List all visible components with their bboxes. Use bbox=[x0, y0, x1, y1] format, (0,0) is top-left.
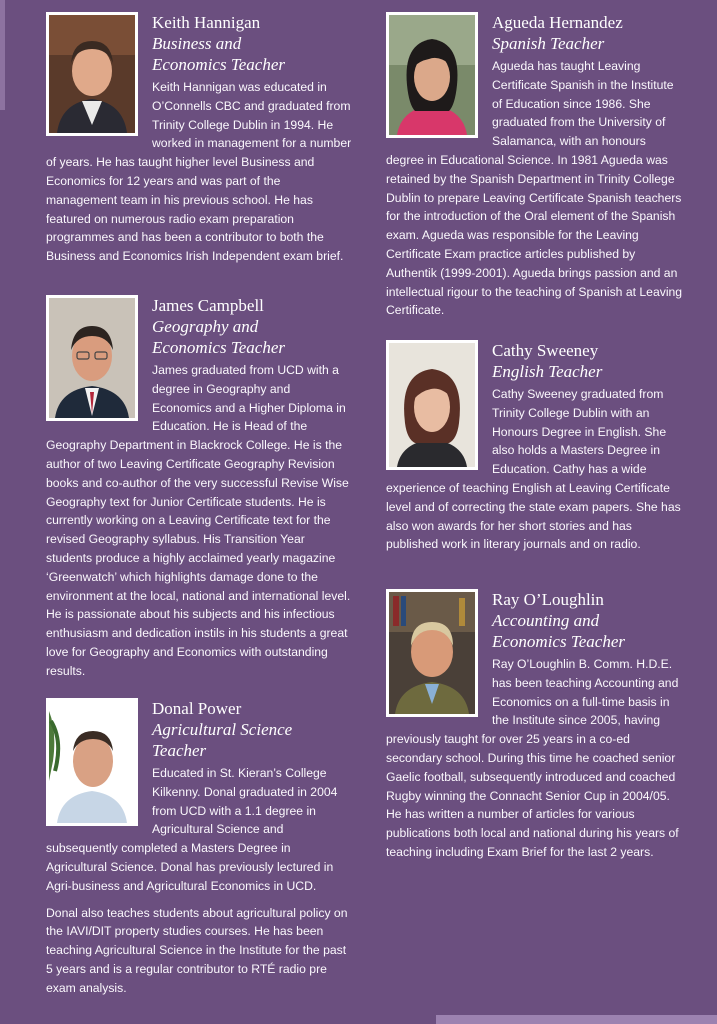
profile-ray-oloughlin bbox=[386, 589, 686, 862]
teacher-role: Spanish Teacher bbox=[492, 34, 605, 53]
teacher-bio: Cathy Sweeney graduated from Trinity College Dublin with an Honours Degree in English. She also holds a Masters Degree in Education. Cathy has a wide experience of teaching English at Leaving Certificate level and of correcting the state exam papers. She has also won awards for her short stories and has published work in literary journals and on radio. bbox=[386, 387, 681, 552]
teacher-bio: Educated in St. Kieran’s College Kilkenny. Donal graduated in 2004 from UCD with a 1.1 degree in Agricultural Science and subsequently completed a Masters Degree in Agricultural Science. Donal has previously lectured in Agri-business and Agricultural Economics in UCD. bbox=[46, 766, 338, 893]
portrait-photo bbox=[46, 295, 138, 421]
teacher-role: Accounting and Economics Teacher bbox=[492, 611, 625, 651]
teacher-role: English Teacher bbox=[492, 362, 603, 381]
teacher-role: Geography and Economics Teacher bbox=[152, 317, 285, 357]
teacher-name: Ray O’Loughlin bbox=[492, 590, 604, 609]
portrait-photo bbox=[46, 12, 138, 136]
profile-keith-hannigan bbox=[46, 12, 352, 266]
teacher-bio: Keith Hannigan was educated in O’Connells CBC and graduated from Trinity College Dublin in 1994. He worked in management for a number of years. He has taught higher level Business and Economics for 12 years and was part of the management team in his previous school. He has featured on numerous radio exam preparation programmes and has been a contributor to both the Business and Economics Irish Independent exam brief. bbox=[46, 80, 352, 264]
teacher-name: Keith Hannigan bbox=[152, 13, 261, 32]
edge-accent-strip bbox=[0, 0, 5, 110]
portrait-photo bbox=[46, 698, 138, 826]
teacher-name: James Campbell bbox=[152, 296, 264, 315]
portrait-photo bbox=[386, 340, 478, 470]
portrait-photo bbox=[386, 589, 478, 717]
teacher-bio: Ray O’Loughlin B. Comm. H.D.E. has been teaching Accounting and Economics on a full-time basis in the Institute since 2005, having previously taught for over 25 years in a co-ed secondary school. During this time he coached senior Gaelic football, subsequently introduced and coached Rugby winning the Connacht Senior Cup in 2004/05. He has written a number of articles for various publications both local and national during his years of teaching including Exam Brief for the last 2 years. bbox=[386, 657, 679, 859]
teacher-bio: James graduated from UCD with a degree in Geography and Economics and a Higher Diploma in Education. He is Head of the Geography Department in Blackrock College. He is the author of two Leaving Certificate Geography Revision books and co-author of the very successful Revise Wise Geography text for Junior Certificate students. He is currently working on a Leaving Certificate text for the revised Geography syllabus. His Transition Year students produce a highly acclaimed yearly magazine ‘Greenwatch’ which highlights damage done to the environment at the local, national and international level. He is passionate about his subjects and his infectious enthusiasm and dedication instils in his students a great love for Geography and Economics with outstanding results. bbox=[46, 363, 351, 678]
profile-donal-power bbox=[46, 698, 352, 998]
teacher-role: Business and Economics Teacher bbox=[152, 34, 285, 74]
teacher-name: Agueda Hernandez bbox=[492, 13, 623, 32]
profile-agueda-hernandez bbox=[386, 12, 686, 320]
teacher-name: Donal Power bbox=[152, 699, 242, 718]
profile-james-campbell bbox=[46, 295, 352, 681]
footer-accent-bar bbox=[436, 1015, 717, 1024]
teacher-role: Agricultural Science Teacher bbox=[152, 720, 293, 760]
portrait-photo bbox=[386, 12, 478, 138]
teacher-bio: Donal also teaches students about agricultural policy on the IAVI/DIT property studies courses. He has been teaching Agricultural Science in the Institute for the past 5 years and is a regular contributor to RTÉ radio pre exam analysis. bbox=[46, 905, 348, 995]
profile-cathy-sweeney bbox=[386, 340, 686, 554]
teacher-name: Cathy Sweeney bbox=[492, 341, 599, 360]
teacher-bio: Agueda has taught Leaving Certificate Spanish in the Institute of Education since 1986. She graduated from the University of Salamanca, with an honours degree in Educational Science. In 1981 Agueda was retained by the Spanish Department in Trinity College Dublin to prepare Leaving Certificate Spanish teachers for the introduction of the Oral element of the Spanish exam. Agueda was responsible for the Leaving Certificate Exam practice articles published by Authentik (1999-2001). Agueda brings passion and an intellectual rigour to the teaching of Spanish at Leaving Certificate. bbox=[386, 59, 683, 318]
